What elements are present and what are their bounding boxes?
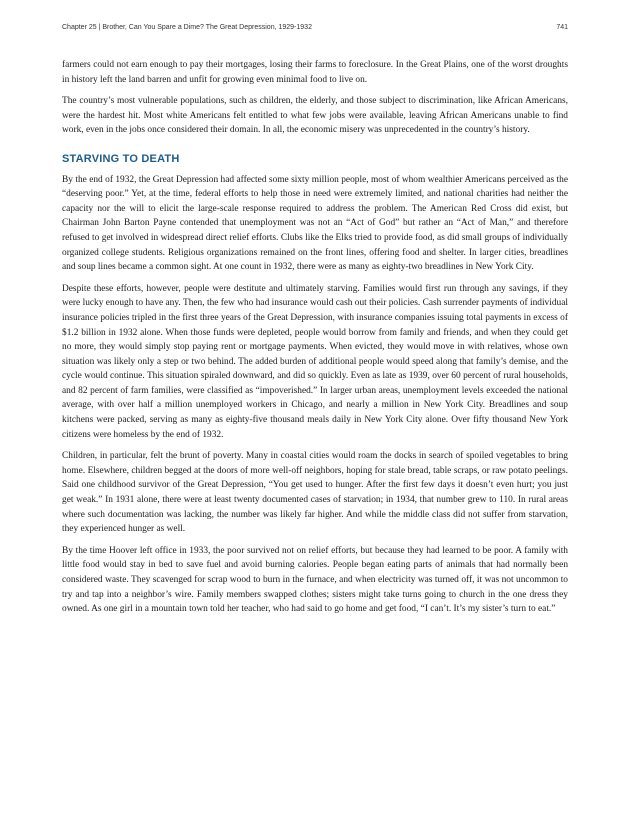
page-body: [62, 58, 568, 624]
paragraph: Children, in particular, felt the brunt of poverty. Many in coastal cities would roam the docks in search of spoiled vegetables to bring home. Elsewhere, children begged at the doors of more well-off neighbors, hoping for stale bread, table scraps, or raw potato peelings. Said one childhood survivor of the Great Depression, “You get used to hunger. After the first few days it doesn’t even hurt; you just get weak.” In 1931 alone, there were at least twenty documented cases of starvation; in 1934, that number grew to 110. In rural areas where such documentation was lacking, the number was likely far higher. And while the middle class did not suffer from starvation, they experienced hunger as well.: [62, 451, 568, 535]
paragraph: farmers could not earn enough to pay their mortgages, losing their farms to foreclosure. In the Great Plains, one of the worst droughts in history left the land barren and unfit for growing even minimal food to live on.: [62, 60, 568, 85]
section-heading: STARVING TO DEATH: [62, 152, 180, 165]
paragraph: By the time Hoover left office in 1933, the poor survived not on relief efforts, but because they had learned to be poor. A family with little food would stay in bed to save fuel and avoid burning calories. People began eating parts of animals that had normally been considered waste. They scavenged for scrap wood to burn in the furnace, and when electricity was turned off, it was not uncommon to try and tap into a neighbor’s wire. Family members swapped clothes; sisters might take turns going to church in the one dress they owned. As one girl in a mountain town told her teacher, who had said to go home and get food, “I can’t. It’s my sister’s turn to eat.”: [62, 545, 568, 615]
paragraph: By the end of 1932, the Great Depression had affected some sixty million people, most of whom wealthier Americans perceived as the “deserving poor.” Yet, at the time, federal efforts to help those in need were extremely limited, and national charities had neither the capacity nor the will to elicit the large-scale response required to address the problem. The American Red Cross did exist, but Chairman John Barton Payne contended that unemployment was not an “Act of God” but rather an “Act of Man,” and therefore refused to get involved in widespread direct relief efforts. Clubs like the Elks tried to provide food, as did small groups of individually organized college students. Religious organizations remained on the front lines, offering food and shelter. In larger cities, breadlines and soup lines became a common sight. At one count in 1932, there were as many as eighty-two breadlines in New York City.: [62, 174, 568, 273]
chapter-title: Chapter 25 | Brother, Can You Spare a Dime? The Great Depression, 1929-1932: [62, 24, 312, 31]
running-header: [62, 24, 568, 36]
paragraph: The country’s most vulnerable populations, such as children, the elderly, and those subject to discrimination, like African Americans, were the hardest hit. Most white Americans felt entitled to what few jobs were available, leaving African Americans unable to find work, even in the jobs once considered their domain. In all, the economic misery was unprecedented in the country’s history.: [62, 96, 568, 136]
paragraph: Despite these efforts, however, people were destitute and ultimately starving. Families would first run through any savings, if they were lucky enough to have any. Then, the few who had insurance would cash out their policies. Cash surrender payments of individual insurance policies tripled in the first three years of the Great Depression, with insurance companies issuing total payments in excess of $1.2 billion in 1932 alone. When those funds were depleted, people would borrow from family and friends, and when they could get no more, they would simply stop paying rent or mortgage payments. When evicted, they would move in with relatives, whose own situation was likely only a step or two behind. The added burden of additional people would speed along that family’s demise, and the cycle would continue. This situation spiraled downward, and did so quickly. Even as late as 1939, over 60 percent of rural households, and 82 percent of farm families, were classified as “impoverished.” In larger urban areas, unemployment levels exceeded the national average, with over half a million unemployed workers in Chicago, and nearly a million in New York City. Breadlines and soup kitchens were packed, serving as many as eighty-five thousand meals daily in New York City alone. Over fifty thousand New York citizens were homeless by the end of 1932.: [62, 283, 568, 440]
page-number: 741: [556, 24, 568, 31]
